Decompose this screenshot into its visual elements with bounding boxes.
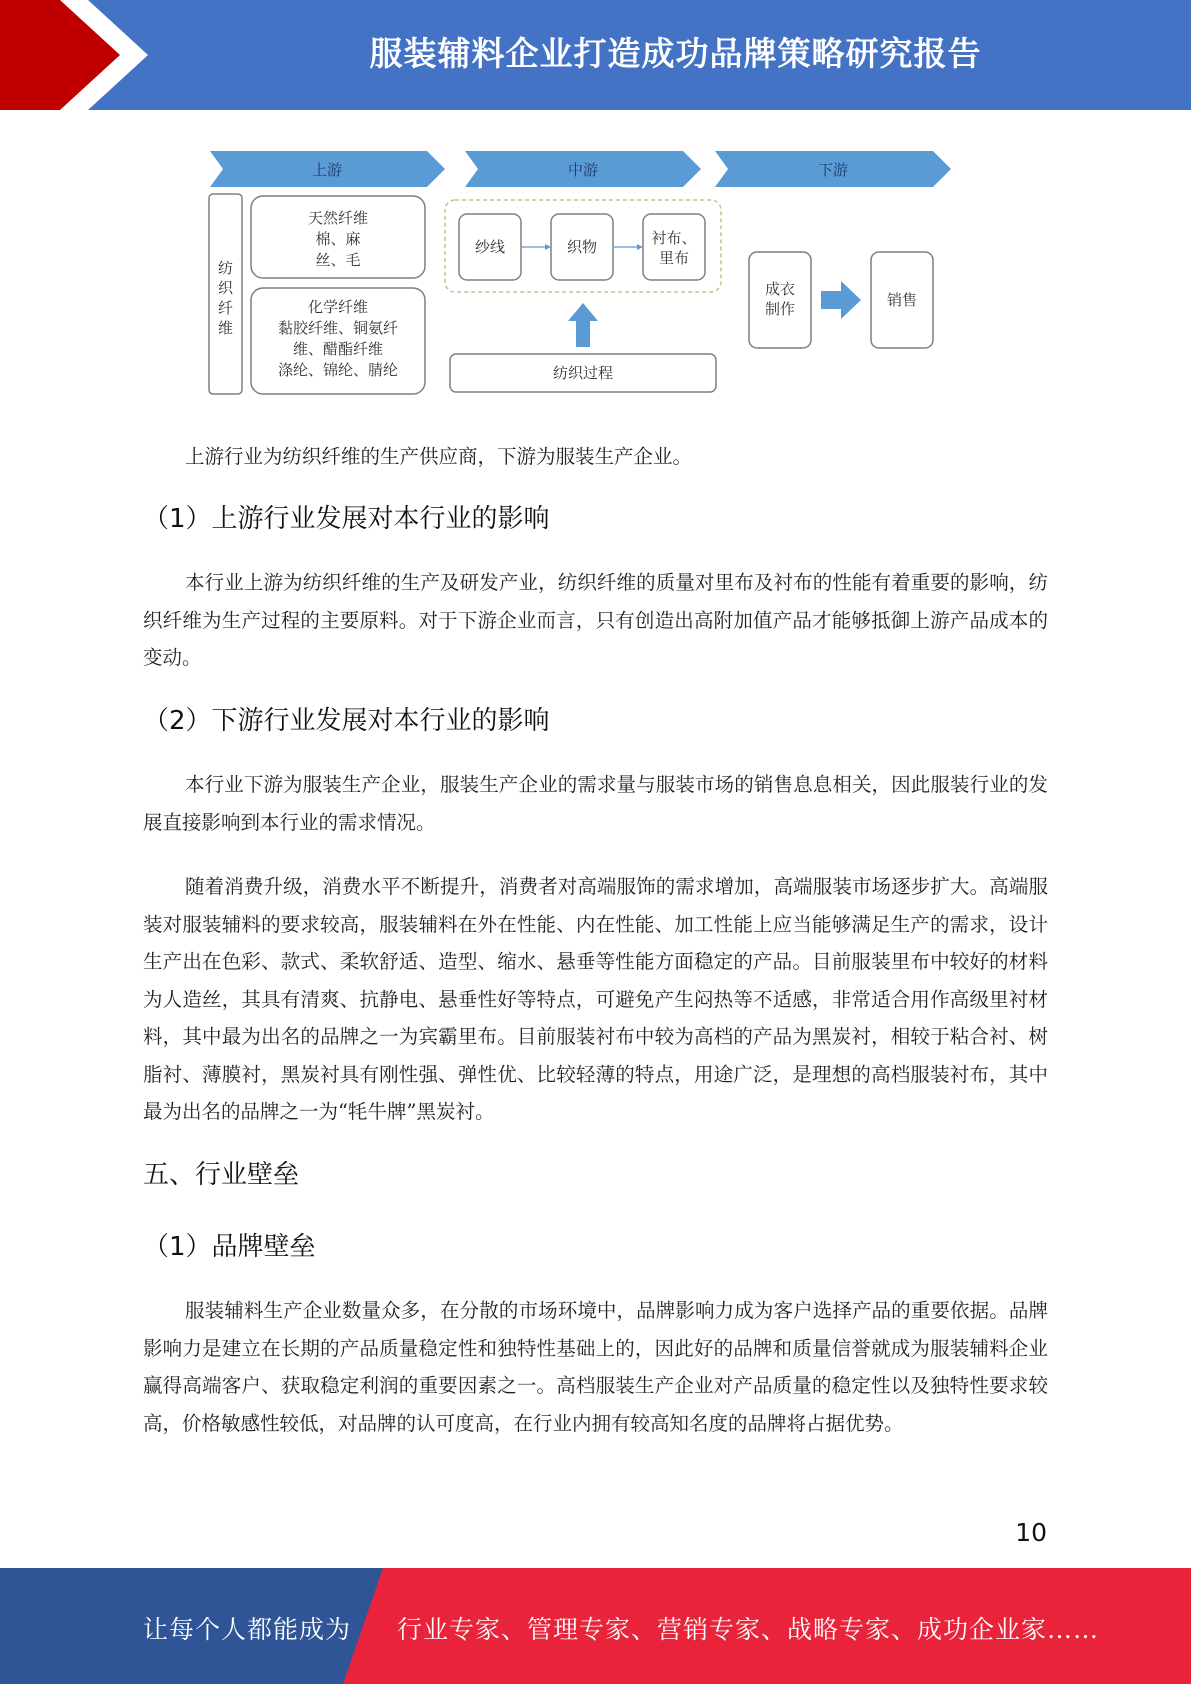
textile-fiber-label-char: 维: [217, 319, 234, 337]
stage-midstream: [465, 151, 701, 187]
lining-label: 里布: [658, 249, 690, 267]
industry-chain-diagram: [205, 148, 960, 398]
chemical-fiber-title: 化学纤维: [307, 298, 369, 316]
arrow-right-icon: [821, 281, 861, 319]
footer-slogan-left: 让每个人都能成为: [143, 1615, 352, 1644]
arrow-right-icon: [545, 244, 551, 250]
sales-label: 销售: [886, 291, 918, 309]
stage-midstream-label: 中游: [567, 161, 599, 179]
footer-slogan-right: 行业专家、管理专家、营销专家、战略专家、成功企业家……: [397, 1615, 1100, 1644]
chemical-fiber-line: 涤纶、锦纶、腈纶: [277, 361, 399, 379]
page-number: 10: [1015, 1518, 1047, 1547]
section-heading-barriers: 五、行业壁垒: [143, 1160, 300, 1190]
fabric-label: 织物: [566, 238, 598, 256]
stage-downstream: [715, 151, 951, 187]
natural-fiber-line: 丝、毛: [315, 251, 361, 269]
natural-fiber-line: 棉、麻: [315, 230, 361, 248]
stage-upstream: [210, 151, 445, 187]
header-banner: [0, 0, 1191, 110]
intro-paragraph: 上游行业为纺织纤维的生产供应商，下游为服装生产企业。: [185, 445, 693, 468]
yarn-label: 纱线: [474, 238, 506, 256]
subheading-brand-barrier: （1）品牌壁垒: [143, 1232, 316, 1262]
lining-label: 衬布、: [651, 229, 697, 247]
footer-banner: [0, 1568, 1191, 1684]
arrow-up-icon: [568, 303, 598, 347]
chemical-fiber-line: 黏胶纤维、铜氨纤: [277, 319, 399, 337]
paragraph-consumption: 随着消费升级，消费水平不断提升，消费者对高端服饰的需求增加，高端服装市场逐步扩大。高端服装对服装辅料的要求较高，服装辅料在外在性能、内在性能、加工性能上应当能够满足生产的需求，设计生产出在色彩、款式、柔软舒适、造型、缩水、悬垂等性能方面稳定的产品。目前服装里布中较好的材料为人造丝，其具有清爽、抗静电、悬垂性好等特点，可避免产生闷热等不适感，非常适合用作高级里衬材料，其中最为出名的品牌之一为宾霸里布。目前服装衬布中较为高档的产品为黑炭衬，相较于粘合衬、树脂衬、薄膜衬，黑炭衬具有刚性强、弹性优、比较轻薄的特点，用途广泛，是理想的高档服装衬布，其中最为出名的品牌之一为“牦牛牌”黑炭衬。: [143, 875, 1048, 1123]
lining-box: [643, 214, 705, 280]
paragraph-upstream: 本行业上游为纺织纤维的生产及研发产业，纺织纤维的质量对里布及衬布的性能有着重要的影响，纺织纤维为生产过程的主要原料。对于下游企业而言，只有创造出高附加值产品才能够抵御上游产品成本的变动。: [143, 571, 1048, 669]
subheading-upstream: （1）上游行业发展对本行业的影响: [143, 504, 550, 534]
arrow-right-icon: [637, 244, 643, 250]
paragraph-downstream: 本行业下游为服装生产企业，服装生产企业的需求量与服装市场的销售息息相关，因此服装行业的发展直接影响到本行业的需求情况。: [143, 773, 1048, 834]
subheading-downstream: （2）下游行业发展对本行业的影响: [143, 706, 550, 736]
textile-fiber-label-char: 织: [217, 279, 234, 297]
paragraph-brand-barrier: 服装辅料生产企业数量众多，在分散的市场环境中，品牌影响力成为客户选择产品的重要依据。品牌影响力是建立在长期的产品质量稳定性和独特性基础上的，因此好的品牌和质量信誉就成为服装辅料企业赢得高端客户、获取稳定利润的重要因素之一。高档服装生产企业对产品质量的稳定性以及独特性要求较高，价格敏感性较低，对品牌的认可度高，在行业内拥有较高知名度的品牌将占据优势。: [143, 1299, 1048, 1435]
weaving-process-label: 纺织过程: [552, 364, 614, 382]
natural-fiber-title: 天然纤维: [307, 209, 369, 227]
chemical-fiber-line: 维、醋酯纤维: [292, 340, 384, 358]
garment-making-label: 成衣: [764, 280, 796, 298]
stage-upstream-label: 上游: [311, 161, 343, 179]
textile-fiber-label-char: 纤: [217, 299, 234, 317]
garment-making-label: 制作: [764, 300, 796, 318]
textile-fiber-label-char: 纺: [217, 259, 234, 277]
report-title: 服装辅料企业打造成功品牌策略研究报告: [369, 34, 982, 73]
stage-downstream-label: 下游: [817, 161, 849, 179]
